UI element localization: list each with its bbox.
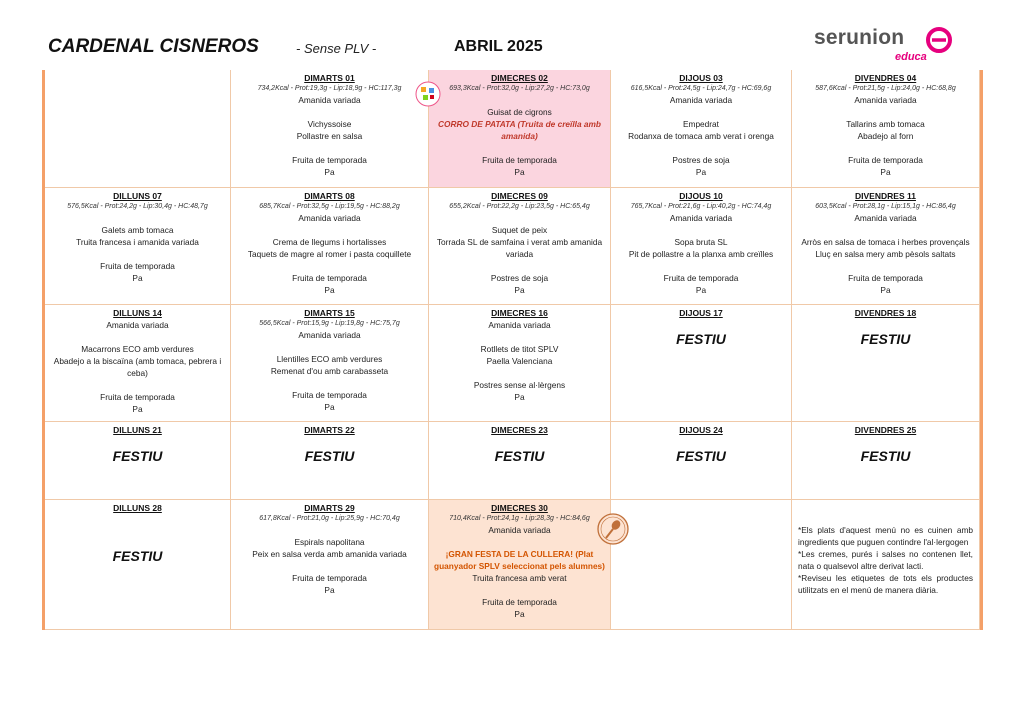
menu-dish: Peix en salsa verda amb amanida variada	[252, 549, 407, 559]
menu-dish: Empedrat	[683, 119, 719, 129]
menu-dish	[792, 142, 979, 154]
menu-dish: Postres sense al·lèrgens	[473, 380, 566, 390]
menu-dish	[231, 341, 428, 353]
day-cell	[45, 70, 231, 188]
day-cell	[429, 70, 611, 188]
day-label: DILLUNS 14	[113, 308, 162, 318]
day-label: DIVENDRES 11	[855, 191, 916, 201]
menu-dish: Guisat de cigrons	[487, 107, 552, 117]
day-label: DIJOUS 24	[679, 425, 723, 435]
day-label: DIMARTS 15	[304, 308, 355, 318]
menu-dish: Fruita de temporada	[848, 155, 923, 165]
nutrition-info: 734,2Kcal - Prot:19,3g - Lip:18,9g - HC:117,3g	[257, 85, 402, 92]
day-cell	[792, 70, 980, 188]
nutrition-info: 765,7Kcal - Prot:21,6g - Lip:40,2g - HC:74,4g	[630, 203, 772, 210]
nutrition-info: 566,5Kcal - Prot:15,9g - Lip:19,8g - HC:75,7g	[259, 320, 400, 327]
menu-dish	[45, 212, 230, 224]
menu-month: ABRIL 2025	[454, 38, 543, 55]
menu-dish: Pa	[514, 609, 525, 619]
nutrition-info: 710,4Kcal - Prot:24,1g - Lip:28,3g - HC:84,6g	[449, 515, 590, 522]
menu-dish: Fruita de temporada	[482, 155, 557, 165]
menu-dish	[45, 248, 230, 260]
menu-dish	[611, 260, 791, 272]
menu-dish: Pa	[695, 285, 707, 295]
day-label: DIJOUS 10	[679, 191, 723, 201]
menu-dish: Pa	[695, 167, 707, 177]
holiday-label: FESTIU	[676, 331, 726, 347]
menu-dish	[231, 560, 428, 572]
day-label: DIMECRES 02	[491, 73, 548, 83]
logo-name: serunion	[814, 26, 905, 49]
day-cell	[45, 422, 231, 500]
menu-dish	[429, 94, 610, 106]
day-cell	[45, 305, 231, 422]
menu-dish: Fruita de temporada	[292, 273, 367, 283]
menu-dish: Pa	[324, 585, 335, 595]
day-cell	[792, 500, 980, 630]
menu-dish	[611, 224, 791, 236]
day-cell	[45, 188, 231, 305]
menu-dish	[231, 224, 428, 236]
logo-sub: educa	[895, 51, 927, 63]
menu-dish	[792, 260, 979, 272]
day-label: DIJOUS 03	[679, 73, 723, 83]
menu-dish: Pa	[324, 285, 335, 295]
school-name: CARDENAL CISNEROS	[48, 36, 259, 57]
day-label: DIMARTS 08	[304, 191, 355, 201]
day-label: DILLUNS 21	[113, 425, 162, 435]
menu-dish: Abadejo a la biscaïna (amb tomaca, pebrera i ceba)	[53, 356, 222, 378]
menu-dish: Llentilles ECO amb verdures	[276, 354, 383, 364]
menu-dish: Vichyssoise	[307, 119, 352, 129]
holiday-label: FESTIU	[494, 448, 545, 464]
nutrition-info: 616,5Kcal - Prot:24,5g - Lip:24,7g - HC:69,6g	[630, 85, 772, 92]
menu-dish: Truita francesa i amanida variada	[76, 237, 199, 247]
menu-dish: Lluç en salsa mery amb pèsols saltats	[815, 249, 956, 259]
day-cell	[231, 70, 429, 188]
day-label: DIJOUS 17	[679, 308, 723, 318]
holiday-label: FESTIU	[112, 448, 163, 464]
menu-dish: Fruita de temporada	[292, 390, 367, 400]
menu-dish: Amanida variada	[669, 95, 733, 105]
serunion-logo	[814, 24, 954, 66]
day-cell	[429, 422, 611, 500]
logo-e-icon	[926, 26, 952, 54]
nutrition-info: 617,8Kcal - Prot:21,0g - Lip:25,9g - HC:70,4g	[259, 515, 400, 522]
menu-dish: Tallarins amb tomaca	[846, 119, 925, 129]
menu-dish: Pollastre en salsa	[296, 131, 363, 141]
menu-dish	[429, 536, 610, 548]
day-label: DIMECRES 23	[491, 425, 548, 435]
featured-dish: CORRO DE PATATA (Truita de creïlla amb amanida)	[438, 119, 601, 141]
day-label: DIMECRES 16	[491, 308, 548, 318]
day-label: DIVENDRES 25	[854, 425, 917, 435]
day-label: DIMARTS 01	[304, 73, 355, 83]
menu-dish: Pa	[514, 392, 525, 402]
day-label: DILLUNS 28	[113, 503, 162, 513]
menu-dish: Amanida variada	[106, 320, 169, 330]
menu-dish: Fruita de temporada	[100, 392, 175, 402]
holiday-label: FESTIU	[860, 448, 911, 464]
menu-dish: Fruita de temporada	[663, 273, 739, 283]
day-cell	[792, 188, 980, 305]
day-label: DIVENDRES 04	[854, 73, 917, 83]
menu-dish: Rotllets de titot SPLV	[480, 344, 559, 354]
day-cell	[231, 500, 429, 630]
holiday-label: FESTIU	[112, 548, 163, 564]
menu-dish: Pit de pollastre a la planxa amb creïlles	[628, 249, 774, 259]
holiday-label: FESTIU	[304, 448, 355, 464]
nutrition-info: 587,6Kcal - Prot:21,5g - Lip:24,0g - HC:68,8g	[815, 85, 956, 92]
menu-dish	[792, 106, 979, 118]
day-cell	[611, 500, 792, 630]
allergen-notes	[792, 524, 979, 596]
menu-dish: Amanida variada	[298, 330, 361, 340]
menu-dish	[429, 584, 610, 596]
nutrition-info: 685,7Kcal - Prot:32,5g - Lip:19,5g - HC:88,2g	[259, 203, 400, 210]
menu-dish: Suquet de peix	[491, 225, 548, 235]
spoon-festival-badge-icon	[596, 512, 630, 546]
menu-dish	[231, 106, 428, 118]
note-line: *Reviseu les etiquetes de tots els productes utilitzats en el menú de manera diària.	[798, 573, 973, 595]
holiday-label: FESTIU	[860, 331, 911, 347]
menu-calendar-grid	[42, 70, 983, 630]
day-label: DIMARTS 29	[304, 503, 355, 513]
menu-dish: Abadejo al forn	[857, 131, 914, 141]
day-label: DILLUNS 07	[113, 191, 162, 201]
menu-dish: Pa	[132, 404, 143, 414]
menu-dish: Torrada SL de samfaina i verat amb amanida variada	[436, 237, 603, 259]
menu-dish: Pa	[132, 273, 143, 283]
note-line: *Les cremes, purés i salses no contenen llet, nata o qualsevol altre derivat lacti.	[798, 549, 973, 571]
menu-dish: Fruita de temporada	[292, 573, 367, 583]
day-cell	[792, 305, 980, 422]
menu-dish	[429, 331, 610, 343]
nutrition-info: 693,3Kcal - Prot:32,0g - Lip:27,2g - HC:73,0g	[449, 85, 590, 92]
menu-dish: Pa	[880, 167, 891, 177]
menu-dish	[231, 142, 428, 154]
menu-dish: Amanida variada	[298, 95, 361, 105]
note-line: *Els plats d'aquest menú no es cuinen amb ingredients que puguen contindre l'al·lergogen	[798, 525, 973, 547]
day-cell	[611, 305, 792, 422]
menu-dish: Arròs en salsa de tomaca i herbes provençals	[801, 237, 970, 247]
day-cell	[429, 305, 611, 422]
menu-dish: Paella Valenciana	[486, 356, 553, 366]
menu-dish: Amanida variada	[669, 213, 733, 223]
menu-subtitle: - Sense PLV -	[296, 41, 377, 56]
featured-dish: ¡GRAN FESTA DE LA CULLERA! (Plat guanyador SPLV seleccionat pels alumnes)	[434, 549, 605, 571]
menu-dish: Pa	[324, 167, 335, 177]
menu-dish	[611, 106, 791, 118]
menu-dish: Amanida variada	[298, 213, 361, 223]
day-cell	[429, 188, 611, 305]
nutrition-info: 576,5Kcal - Prot:24,2g - Lip:30,4g - HC:48,7g	[67, 203, 208, 210]
menu-dish: Macarrons ECO amb verdures	[81, 344, 194, 354]
day-label: DIMECRES 30	[491, 503, 548, 513]
menu-dish: Sopa bruta SL	[674, 237, 728, 247]
menu-dish: Espirals napolitana	[294, 537, 365, 547]
menu-dish: Fruita de temporada	[482, 597, 557, 607]
menu-dish: Postres de soja	[672, 155, 730, 165]
menu-dish: Truita francesa amb verat	[472, 573, 567, 583]
day-cell	[611, 188, 792, 305]
day-cell	[429, 500, 611, 630]
menu-dish	[792, 224, 979, 236]
menu-dish: Fruita de temporada	[848, 273, 923, 283]
menu-dish	[429, 260, 610, 272]
menu-dish	[429, 367, 610, 379]
day-cell	[231, 305, 429, 422]
day-cell	[231, 188, 429, 305]
day-cell	[611, 70, 792, 188]
kids-menu-badge-icon	[414, 80, 442, 108]
menu-dish	[231, 377, 428, 389]
day-cell	[792, 422, 980, 500]
menu-dish: Pa	[514, 285, 525, 295]
menu-dish: Crema de llegums i hortalisses	[272, 237, 387, 247]
day-cell	[45, 500, 231, 630]
menu-dish	[429, 212, 610, 224]
menu-dish	[231, 524, 428, 536]
menu-dish	[429, 142, 610, 154]
menu-dish: Remenat d'ou amb carabasseta	[270, 366, 389, 376]
day-cell	[231, 422, 429, 500]
menu-dish: Amanida variada	[488, 320, 551, 330]
holiday-label: FESTIU	[676, 448, 726, 464]
day-label: DIVENDRES 18	[854, 308, 917, 318]
day-label: DIMARTS 22	[304, 425, 355, 435]
menu-dish	[45, 331, 230, 343]
menu-dish: Fruita de temporada	[292, 155, 367, 165]
menu-dish: Taquets de magre al romer i pasta coquillete	[247, 249, 412, 259]
menu-dish: Amanida variada	[488, 525, 551, 535]
menu-dish: Pa	[880, 285, 891, 295]
menu-dish	[45, 379, 230, 391]
nutrition-info: 603,5Kcal - Prot:28,1g - Lip:15,1g - HC:86,4g	[815, 203, 956, 210]
menu-dish: Rodanxa de tomaca amb verat i orenga	[628, 131, 774, 141]
menu-dish: Galets amb tomaca	[101, 225, 174, 235]
menu-dish	[611, 142, 791, 154]
menu-dish	[231, 260, 428, 272]
nutrition-info: 655,2Kcal - Prot:22,2g - Lip:23,5g - HC:65,4g	[449, 203, 590, 210]
menu-dish: Pa	[514, 167, 525, 177]
menu-dish: Postres de soja	[490, 273, 549, 283]
menu-dish: Pa	[324, 402, 335, 412]
day-label: DIMECRES 09	[491, 191, 548, 201]
day-cell	[611, 422, 792, 500]
menu-dish: Amanida variada	[854, 95, 917, 105]
menu-dish: Fruita de temporada	[100, 261, 175, 271]
menu-dish: Amanida variada	[854, 213, 917, 223]
